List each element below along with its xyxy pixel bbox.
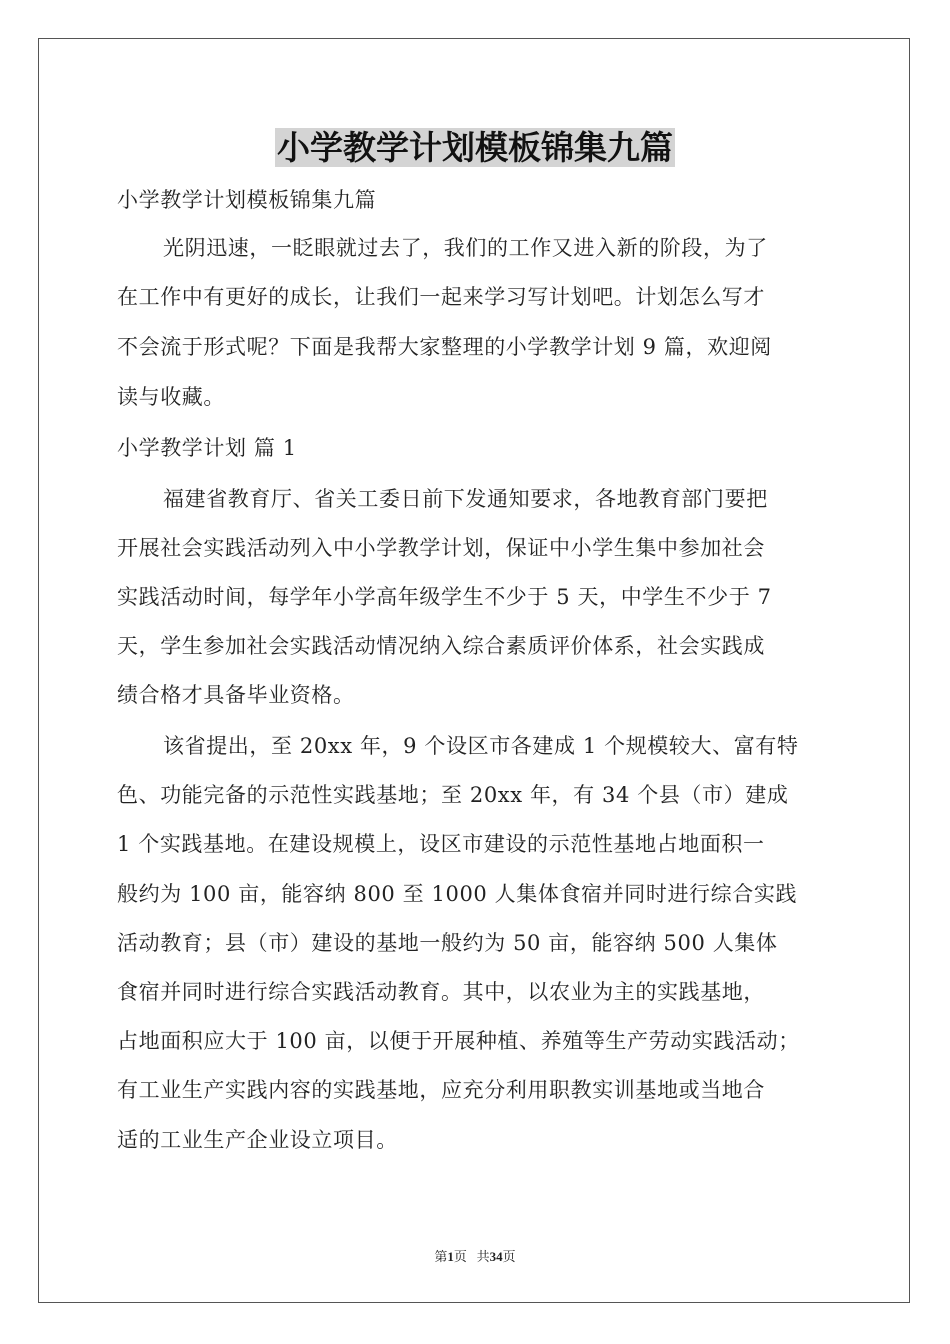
- total-pages: 34: [489, 1249, 503, 1264]
- paragraph-line: 天，学生参加社会实践活动情况纳入综合素质评价体系，社会实践成: [117, 634, 765, 658]
- subtitle-line: 小学教学计划模板锦集九篇: [117, 188, 377, 212]
- paragraph-line: 光阴迅速，一眨眼就过去了，我们的工作又进入新的阶段，为了: [163, 236, 768, 260]
- paragraph-line: 有工业生产实践内容的实践基地，应充分利用职教实训基地或当地合: [117, 1078, 765, 1102]
- paragraph-line: 不会流于形式呢？下面是我帮大家整理的小学教学计划 9 篇，欢迎阅: [117, 335, 772, 359]
- paragraph-line: 在工作中有更好的成长，让我们一起来学习写计划吧。计划怎么写才: [117, 285, 765, 309]
- paragraph-line: 食宿并同时进行综合实践活动教育。其中，以农业为主的实践基地，: [117, 980, 765, 1004]
- page-footer: [0, 1246, 950, 1265]
- paragraph-line: 开展社会实践活动列入中小学教学计划，保证中小学生集中参加社会: [117, 536, 765, 560]
- section-heading: 小学教学计划 篇 1: [117, 436, 297, 460]
- page-number: 1: [447, 1249, 454, 1264]
- document-title-text: 小学教学计划模板锦集九篇: [277, 128, 673, 167]
- page-border: [38, 38, 910, 1303]
- page-suffix: 页: [453, 1249, 467, 1264]
- paragraph-line: 活动教育；县（市）建设的基地一般约为 50 亩，能容纳 500 人集体: [117, 931, 778, 955]
- paragraph-line: 占地面积应大于 100 亩，以便于开展种植、养殖等生产劳动实践活动；: [117, 1029, 800, 1053]
- paragraph-line: 该省提出，至 20xx 年，9 个设区市各建成 1 个规模较大、富有特: [163, 734, 799, 758]
- paragraph-line: 般约为 100 亩，能容纳 800 至 1000 人集体食宿并同时进行综合实践: [117, 882, 798, 906]
- paragraph-line: 1 个实践基地。在建设规模上，设区市建设的示范性基地占地面积一: [117, 832, 765, 856]
- paragraph-line: 绩合格才具备毕业资格。: [117, 683, 355, 707]
- paragraph-line: 读与收藏。: [117, 385, 225, 409]
- total-suffix: 页: [502, 1249, 516, 1264]
- total-prefix: 共: [476, 1249, 490, 1264]
- document-title: [0, 125, 950, 171]
- paragraph-line: 色、功能完备的示范性实践基地；至 20xx 年，有 34 个县（市）建成: [117, 783, 789, 807]
- paragraph-line: 福建省教育厅、省关工委日前下发通知要求，各地教育部门要把: [163, 487, 768, 511]
- page-prefix: 第: [434, 1249, 448, 1264]
- paragraph-line: 适的工业生产企业设立项目。: [117, 1128, 398, 1152]
- paragraph-line: 实践活动时间，每学年小学高年级学生不少于 5 天，中学生不少于 7: [117, 585, 772, 609]
